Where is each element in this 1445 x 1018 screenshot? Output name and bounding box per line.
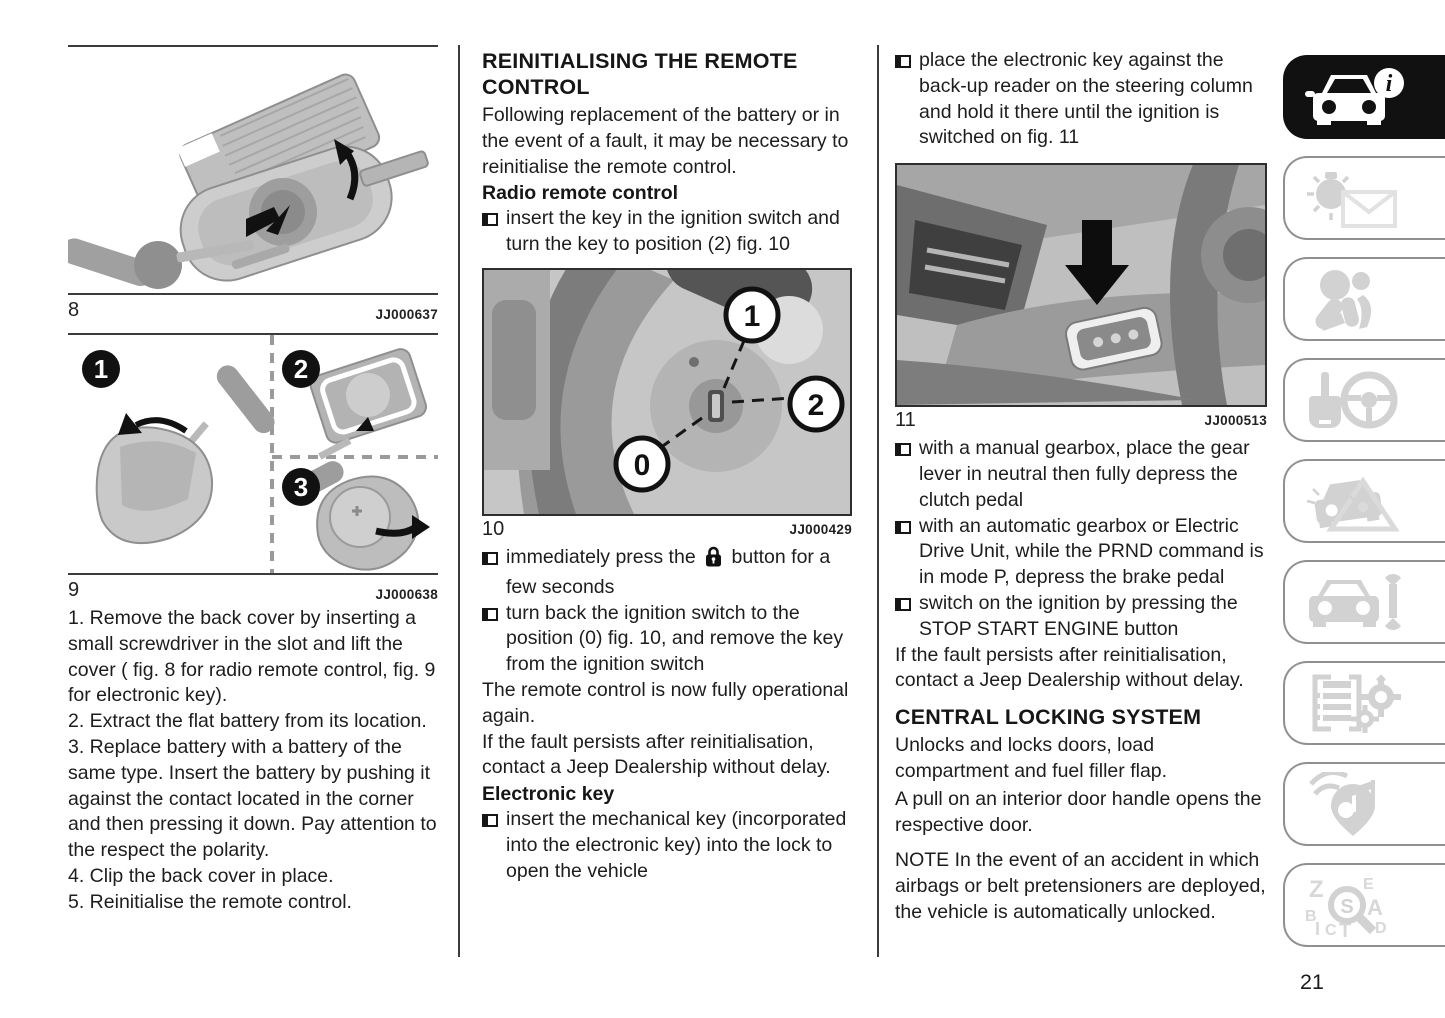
column-divider-left bbox=[458, 45, 460, 957]
warning-light-envelope-icon bbox=[1285, 217, 1411, 234]
subheading-electronic-key: Electronic key bbox=[482, 783, 615, 806]
figure-10-callout-2: 2 bbox=[807, 388, 825, 422]
airbag-person-icon bbox=[1285, 318, 1411, 335]
music-location-icon bbox=[1285, 823, 1411, 840]
figure-8 bbox=[68, 45, 438, 322]
figure-8-code: JJ000637 bbox=[375, 307, 438, 322]
figure-9-callout-1: 1 bbox=[93, 354, 109, 384]
key-steering-wheel-icon bbox=[1285, 419, 1411, 436]
figure-9-code: JJ000638 bbox=[375, 587, 438, 602]
figure-9-number: 9 bbox=[68, 579, 80, 601]
sidebar-tab-starting-driving[interactable] bbox=[1283, 358, 1445, 442]
middle-column bbox=[482, 48, 852, 885]
list-gears-icon bbox=[1285, 722, 1411, 739]
fault-text-right: If the fault persists after reinitialisation, contact a Jeep Dealership without delay. bbox=[895, 643, 1244, 692]
svg-text:i: i bbox=[1385, 71, 1393, 97]
column-divider-right bbox=[877, 45, 879, 957]
car-info-icon bbox=[1285, 71, 1411, 133]
square-bullet-icon bbox=[482, 608, 498, 621]
bullet-insert-key: insert the key in the ignition switch and turn the key to position (2) fig. 10 bbox=[482, 206, 852, 258]
subheading-radio-remote-control: Radio remote control bbox=[482, 182, 679, 205]
car-wrench-icon bbox=[1285, 621, 1411, 638]
figure-11 bbox=[895, 163, 1267, 434]
sidebar-tab-technical-data[interactable] bbox=[1283, 661, 1445, 745]
bullet-press-lock-button: immediately press the button for a few seconds bbox=[482, 545, 852, 601]
figure-10-callout-0: 0 bbox=[633, 448, 651, 482]
right-column bbox=[895, 48, 1267, 926]
section-heading-central-locking: CENTRAL LOCKING SYSTEM bbox=[895, 705, 1202, 730]
figure-9-illustration bbox=[68, 333, 438, 575]
sidebar-tab-safety[interactable] bbox=[1283, 257, 1445, 341]
alphabet-search-icon bbox=[1285, 876, 1411, 941]
step-4: 4. Clip the back cover in place. bbox=[68, 864, 334, 887]
bullet-automatic-gearbox: with an automatic gearbox or Electric Drive Unit, while the PRND command is in mode P, depress the brake pedal bbox=[895, 514, 1267, 591]
svg-text:E: E bbox=[1363, 876, 1374, 893]
figure-9-callout-2: 2 bbox=[293, 354, 309, 384]
svg-text:D: D bbox=[1375, 920, 1387, 937]
operational-text: The remote control is now fully operational again. bbox=[482, 678, 849, 727]
sidebar-tab-vehicle-info[interactable] bbox=[1283, 55, 1445, 139]
figure-9 bbox=[68, 333, 438, 602]
square-bullet-icon bbox=[895, 521, 911, 534]
figure-11-code: JJ000513 bbox=[1204, 413, 1267, 429]
car-warning-triangle-icon bbox=[1285, 520, 1411, 537]
svg-text:I: I bbox=[1315, 919, 1321, 937]
svg-text:S: S bbox=[1340, 896, 1354, 918]
battery-replacement-steps bbox=[68, 606, 440, 916]
bullet-insert-mechanical-key: insert the mechanical key (incorporated into the electronic key) into the lock to open the vehicle bbox=[482, 807, 852, 884]
square-bullet-icon bbox=[482, 814, 498, 827]
square-bullet-icon bbox=[895, 443, 911, 456]
square-bullet-icon bbox=[895, 598, 911, 611]
step-3: 3. Replace battery with a battery of the same type. Insert the battery by pushing it against the contact located in the corner and then pressing it down. Pay attention to the respect the polarity. bbox=[68, 735, 437, 862]
step-5: 5. Reinitialise the remote control. bbox=[68, 890, 352, 913]
figure-11-number: 11 bbox=[895, 409, 916, 432]
figure-10-photo bbox=[482, 268, 852, 516]
svg-text:Z: Z bbox=[1309, 876, 1324, 903]
section-heading-reinitialising: REINITIALISING THE REMOTE CONTROL bbox=[482, 49, 798, 99]
bullet-switch-on-ignition: switch on the ignition by pressing the STOP START ENGINE button bbox=[895, 591, 1267, 643]
fault-text-middle: If the fault persists after reinitialisation, contact a Jeep Dealership without delay. bbox=[482, 730, 831, 779]
square-bullet-icon bbox=[895, 55, 911, 68]
square-bullet-icon bbox=[482, 213, 498, 226]
figure-8-illustration bbox=[68, 45, 438, 295]
sidebar-tab-index[interactable] bbox=[1283, 863, 1445, 947]
figure-11-photo bbox=[895, 163, 1267, 407]
square-bullet-icon bbox=[482, 552, 498, 565]
svg-text:B: B bbox=[1305, 908, 1317, 925]
bullet-turn-back-ignition: turn back the ignition switch to the position (0) fig. 10, and remove the key from the ignition switch bbox=[482, 601, 852, 678]
sidebar-tab-emergency[interactable] bbox=[1283, 459, 1445, 543]
figure-8-number: 8 bbox=[68, 299, 80, 321]
bullet-place-electronic-key: place the electronic key against the back-up reader on the steering column and hold it there until the ignition is switched on fig. 11 bbox=[895, 48, 1267, 151]
lock-button-icon bbox=[705, 546, 722, 575]
figure-10 bbox=[482, 268, 852, 543]
locking-note: NOTE In the event of an accident in which airbags or belt pretensioners are deployed, the vehicle is automatically unlocked. bbox=[895, 849, 1266, 923]
locking-paragraph-2: A pull on an interior door handle opens the respective door. bbox=[895, 787, 1262, 836]
svg-text:T: T bbox=[1339, 920, 1352, 937]
step-1: 1. Remove the back cover by inserting a small screwdriver in the slot and lift the cover ( fig. 8 for radio remote control, fig. 9 for electronic key). bbox=[68, 607, 436, 707]
sidebar-tab-warning-lights[interactable] bbox=[1283, 156, 1445, 240]
sidebar-tab-multimedia[interactable] bbox=[1283, 762, 1445, 846]
figure-10-number: 10 bbox=[482, 518, 505, 541]
svg-text:A: A bbox=[1367, 895, 1383, 920]
step-2: 2. Extract the flat battery from its location. bbox=[68, 710, 427, 733]
sidebar-tab-servicing[interactable] bbox=[1283, 560, 1445, 644]
locking-paragraph-1: Unlocks and locks doors, load compartment and fuel filler flap. bbox=[895, 734, 1168, 782]
page-number: 21 bbox=[1300, 970, 1324, 994]
svg-text:C: C bbox=[1325, 922, 1337, 937]
figure-10-code: JJ000429 bbox=[789, 522, 852, 538]
figure-10-callout-1: 1 bbox=[743, 299, 761, 333]
figure-9-callout-3: 3 bbox=[293, 472, 309, 502]
bullet-manual-gearbox: with a manual gearbox, place the gear lever in neutral then fully depress the clutch pedal bbox=[895, 436, 1267, 513]
reinitialising-intro: Following replacement of the battery or in the event of a fault, it may be necessary to reinitialise the remote control. bbox=[482, 104, 849, 178]
